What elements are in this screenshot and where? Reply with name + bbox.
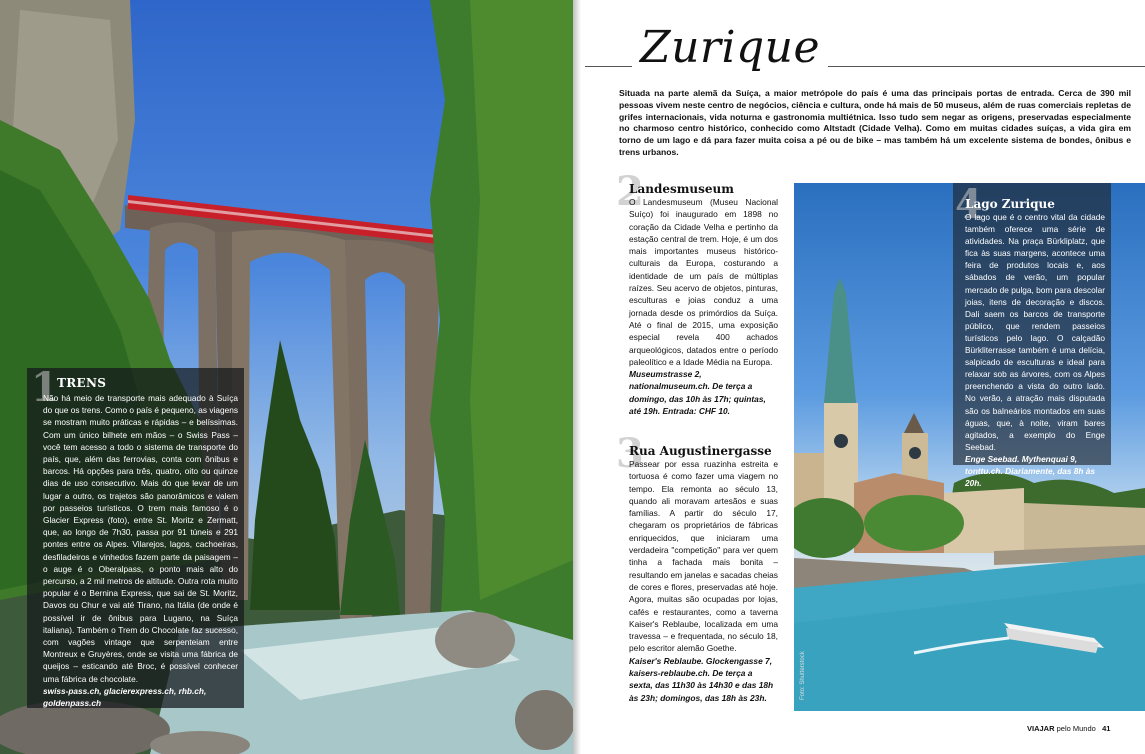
trens-body-text: Não há meio de transporte mais adequado à Suíça do que os trens. Como o país é pequeno, as viagens se mostram muito práticas e rápidas – e belíssimas. Com um único bilhete em mãos – o Swiss Pass – você tem acesso a todo o sistema de transporte do país, que, além das ferrovias, conta com ônibus e barcos. Há opções para três, quatro, oito ou quinze dias de uso consecutivo. Mais do que levar de um lugar a outro, os trajetos são panorâmicos e valem por passeios turísticos. O trem mais famoso é o Glacier Express (foto), entre St. Moritz e Zermatt, que, ao longo de 7h30, passa por 91 túneis e 291 pontes entre os Alpes. Vilarejos, lagos, cachoeiras, desfiladeiros e vinhedos fazem parte da paisagem – o auge é o Oberalpass, o ponto mais alto do percurso, a 2 mil metros de altitude. Outra rota muito popular é o Bernina Express, que sai de St. Moritz, Davos ou Chur e vai até Tirano, na Itália (de onde é possível ir de ônibus para Lugano, na Suíça italiana). Também o Trem do Chocolate faz sucesso, com vagões vintage que serpenteiam entre Montreux e Gruyères, onde se visita uma fábrica de queijos – esticando até Broc, é possível conhecer uma fábrica de chocolate. [43,393,238,684]
section-number: 2 [616,168,644,215]
intro-paragraph: Situada na parte alemã da Suíça, a maior metrópole do país é uma das principais portas de entrada. Cerca de 390 mil pessoas vivem neste centro de negócios, ciência e cultura, onde há mais de 50 museus, além de ruas comerciais repletas de grifes internacionais, vida noturna e gastronomia multiétnica. Isso tudo sem negar as origens, preservadas especialmente no charmoso centro histórico, conhecido como Altstadt (Cidade Velha). Como em muitas cidades suíças, a vida gira em torno de um lago e dá para fazer muita coisa a pé ou de bike – mas também há um excelente sistema de bondes, ônibus e trens urbanos. [619,88,1131,157]
trens-links: swiss-pass.ch, glacierexpress.ch, rhb.ch, goldenpass.ch [43,685,207,709]
section-number: 3 [616,430,644,477]
landesmuseum-section [616,168,778,417]
lago-heading: Lago Zurique [965,197,1055,211]
magazine-name: VIAJAR [1027,724,1055,733]
trens-sidebar [27,364,244,709]
augustinergasse-info: Kaiser's Reblaube. Glockengasse 7, kaisers-reblaube.ch. De terça a sexta, das 11h30 às 14h30 e das 18h às 23h; domingos, das 18h às 23h. [629,655,774,703]
zurich-lake-photo [794,183,1145,711]
page-title: Zurique [632,20,828,76]
photo-credit: Foto: Shutterstock [800,651,806,700]
landesmuseum-body-text: O Landesmuseum (Museu Nacional Suíço) foi inaugurado em 1898 no coração da Cidade Velha e pertinho da estação central de trem. Hoje, é um dos mais importantes museus histórico-culturais da Europa, costurando a identidade de um país de múltiplas raízes. Seu acervo de objetos, pinturas, esculturas e joias conduz a uma jornada desde os primórdios da Suíça. Até o final de 2015, uma exposição especial revela 400 achados arqueológicos, datados entre o período paleolítico e a Idade Média na Europa. [629,197,778,367]
augustinergasse-body-text: Passear por essa ruazinha estreita e tortuosa é como fazer uma viagem no tempo. Ela remonta ao século 13, quando ali moravam artesãos e suas famílias. A partir do século 17, chegaram os proprietários de fábricas enriquecidos, que iniciaram uma verdadeira "competição" para ver quem tinha a fachada mais bonita – resultando em janelas e sacadas cheias de cores e flores, preservadas até hoje. Agora, muitas são ocupadas por lojas, cafés e restaurantes, como a taverna Kaiser's Reblaube, localizada em uma travessa – e frequentada, no século 18, pelo escritor alemão Goethe. [629,459,778,654]
page-gutter [573,0,581,754]
landesmuseum-heading: Landesmuseum [629,182,734,196]
section-number: 1 [31,364,59,411]
lago-sidebar [953,183,1111,489]
page-folio [1027,724,1110,733]
page-number: 41 [1102,724,1111,733]
augustinergasse-heading: Rua Augustinergasse [629,444,772,458]
section-number: 4 [955,183,983,228]
magazine-suffix: pelo Mundo [1056,724,1096,733]
trens-heading: TRENS [57,376,107,390]
landesmuseum-info: Museumstrasse 2, nationalmuseum.ch. De terça a domingo, das 10h às 17h; quintas, até 19h. Entrada: CHF 10. [629,369,766,417]
lago-info: Enge Seebad. Mythenquai 9, tonttu.ch. Diariamente, das 8h às 20h. [965,453,1096,489]
augustinergasse-section [616,430,778,704]
lago-body-text: O lago que é o centro vital da cidade também oferece uma série de atividades. Na praça Bürkliplatz, que fica às suas margens, acontece uma feira de produtos locais e, aos sábados de verão, um popular mercado de pulga, bom para descolar joias, itens de decoração e discos. Dali saem os barcos de transporte público, que rendem passeios turísticos pelo lago. O calçadão Bürkliterrasse também é uma delícia, salpicado de esculturas e ideal para relaxar sob as árvores, com os Alpes preenchendo a vista do outro lado. No verão, a atração mais disputada são os balneários montados em suas águas, que, à noite, viram bares agitados, a exemplo do Enge Seebad. [965,212,1105,452]
